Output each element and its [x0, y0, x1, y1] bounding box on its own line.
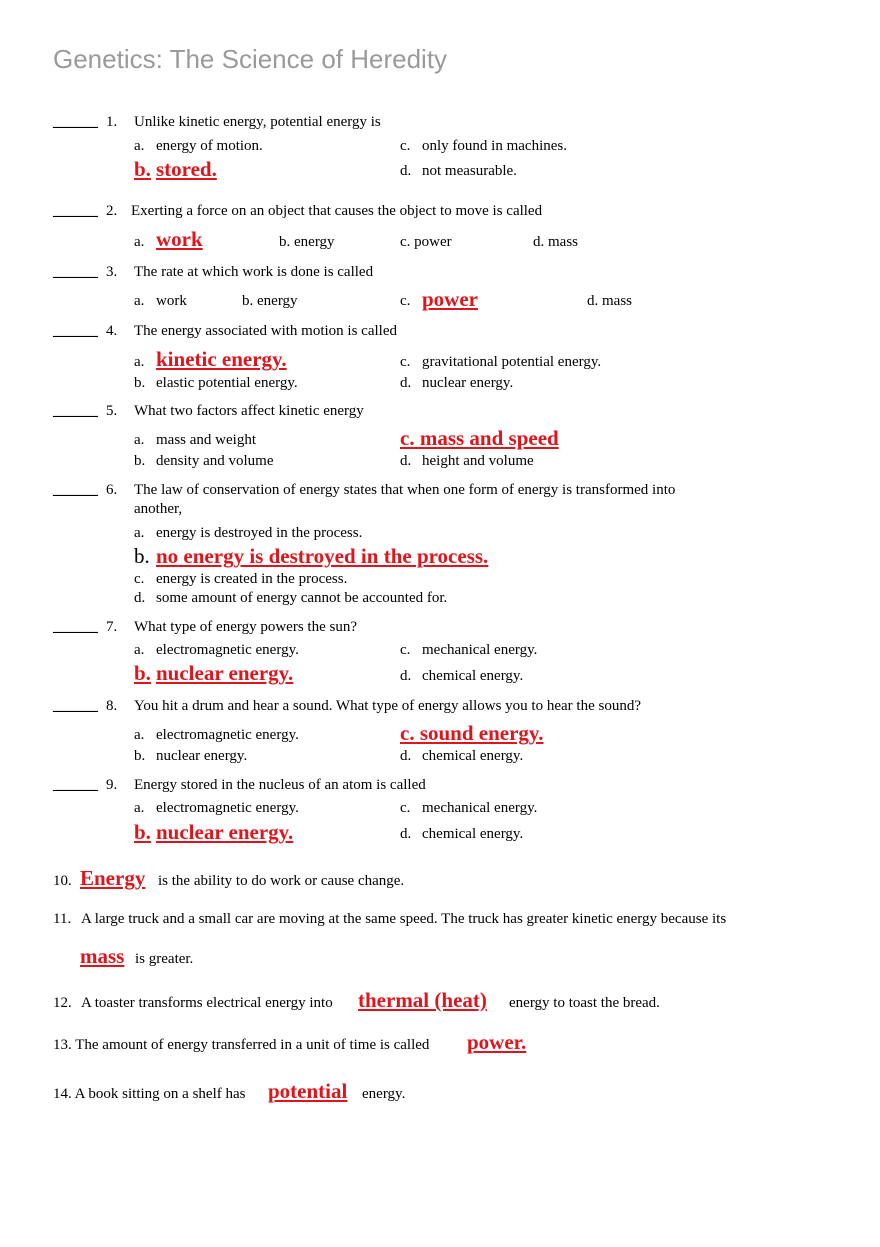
question-text: What type of energy powers the sun?: [134, 619, 357, 635]
answer-blank: ______: [53, 482, 98, 498]
option-c-label: c.: [400, 138, 411, 154]
option-a: work: [156, 293, 187, 309]
option-c: gravitational potential energy.: [422, 354, 602, 370]
option-d-label: d.: [400, 826, 412, 842]
handwritten-answer: stored.: [156, 157, 217, 181]
answer-blank: ______: [53, 777, 98, 793]
question-text: The law of conservation of energy states that when one form of energy is transformed into: [134, 482, 676, 498]
option-c: c. power: [400, 234, 452, 250]
option-a-label: a.: [134, 138, 145, 154]
option-b: b. energy: [242, 293, 298, 309]
answer-blank: ______: [53, 114, 98, 130]
answer-blank: ______: [53, 203, 98, 219]
handwritten-answer: Energy: [80, 866, 146, 890]
handwritten-answer-label: b.: [134, 820, 151, 844]
option-c-label: c.: [400, 800, 411, 816]
question-text: A toaster transforms electrical energy into: [81, 995, 333, 1011]
question-text-continued: energy to toast the bread.: [509, 995, 660, 1011]
question-text-continued: is greater.: [135, 951, 194, 967]
question-number: 6.: [106, 482, 118, 498]
option-c-label: c.: [400, 642, 411, 658]
option-a-label: a.: [134, 354, 145, 370]
question-text: Unlike kinetic energy, potential energy is: [134, 114, 381, 130]
option-a: electromagnetic energy.: [156, 642, 299, 658]
question-text: 13. The amount of energy transferred in a unit of time is called: [53, 1037, 430, 1053]
option-d: d. mass: [533, 234, 578, 250]
handwritten-answer: power.: [467, 1030, 527, 1054]
question-number: 11.: [53, 911, 72, 927]
question-text: is the ability to do work or cause change.: [158, 873, 405, 889]
option-d: chemical energy.: [422, 668, 524, 684]
question-number: 9.: [106, 777, 118, 793]
handwritten-answer: c. sound energy.: [400, 721, 544, 745]
handwritten-answer: power: [422, 287, 478, 311]
option-a-label: a.: [134, 642, 145, 658]
question-text: 14. A book sitting on a shelf has: [53, 1086, 246, 1102]
option-d-label: d.: [400, 163, 412, 179]
option-d: nuclear energy.: [422, 375, 514, 391]
question-text: A large truck and a small car are moving at the same speed. The truck has greater kinetic energy because its: [81, 911, 727, 927]
question-text-continued: another,: [134, 501, 183, 517]
option-a-label: a.: [134, 293, 145, 309]
option-d-label: d.: [400, 453, 412, 469]
option-c: energy is created in the process.: [156, 571, 348, 587]
question-number: 8.: [106, 698, 118, 714]
option-a-label: a.: [134, 525, 145, 541]
option-b: elastic potential energy.: [156, 375, 298, 391]
question-text: What two factors affect kinetic energy: [134, 403, 364, 419]
question-number: 4.: [106, 323, 118, 339]
option-b: b. energy: [279, 234, 335, 250]
question-number: 10.: [53, 873, 72, 889]
question-text: The rate at which work is done is called: [134, 264, 374, 280]
question-number: 12.: [53, 995, 72, 1011]
answer-blank: ______: [53, 619, 98, 635]
answer-blank: ______: [53, 264, 98, 280]
handwritten-answer-label: b.: [134, 661, 151, 685]
option-a: energy is destroyed in the process.: [156, 525, 363, 541]
answer-blank: ______: [53, 323, 98, 339]
option-d: not measurable.: [422, 163, 517, 179]
option-a-label: a.: [134, 234, 145, 250]
option-b: nuclear energy.: [156, 748, 248, 764]
handwritten-answer: c. mass and speed: [400, 426, 559, 450]
option-d: chemical energy.: [422, 748, 524, 764]
option-a: mass and weight: [156, 432, 256, 448]
option-c: only found in machines.: [422, 138, 567, 154]
option-d: d. mass: [587, 293, 632, 309]
option-c-label: c.: [400, 293, 411, 309]
handwritten-answer: work: [156, 227, 203, 251]
option-a: electromagnetic energy.: [156, 800, 299, 816]
question-number: 5.: [106, 403, 118, 419]
handwritten-answer: nuclear energy.: [156, 661, 294, 685]
option-a-label: a.: [134, 727, 145, 743]
option-c: mechanical energy.: [422, 800, 538, 816]
option-c-label: c.: [134, 571, 145, 587]
question-text: Exerting a force on an object that causes the object to move is called: [131, 203, 543, 219]
option-b-label: b.: [134, 375, 146, 391]
option-d-label: d.: [400, 375, 412, 391]
option-d-label: d.: [400, 748, 412, 764]
option-a-label: a.: [134, 432, 145, 448]
answer-blank: ______: [53, 403, 98, 419]
option-b-label: b.: [134, 453, 146, 469]
question-number: 1.: [106, 114, 118, 130]
question-number: 7.: [106, 619, 118, 635]
question-number: 2.: [106, 203, 118, 219]
answer-blank: ______: [53, 698, 98, 714]
question-text: You hit a drum and hear a sound. What type of energy allows you to hear the sound?: [134, 698, 641, 714]
option-c-label: c.: [400, 354, 411, 370]
option-d: height and volume: [422, 453, 534, 469]
handwritten-answer: mass: [80, 944, 125, 968]
question-text-continued: energy.: [362, 1086, 406, 1102]
option-b: density and volume: [156, 453, 274, 469]
option-a-label: a.: [134, 800, 145, 816]
handwritten-answer: potential: [268, 1079, 348, 1103]
handwritten-answer: kinetic energy.: [156, 347, 287, 371]
option-d-label: d.: [134, 590, 146, 606]
option-c: mechanical energy.: [422, 642, 538, 658]
question-text: Energy stored in the nucleus of an atom is called: [134, 777, 426, 793]
handwritten-answer: no energy is destroyed in the process.: [156, 544, 489, 568]
handwritten-answer-label: b.: [134, 157, 151, 181]
handwritten-answer: nuclear energy.: [156, 820, 294, 844]
page-title: Genetics: The Science of Heredity: [53, 44, 448, 74]
option-d: chemical energy.: [422, 826, 524, 842]
question-text: The energy associated with motion is called: [134, 323, 397, 339]
option-a: electromagnetic energy.: [156, 727, 299, 743]
option-b-label: b.: [134, 748, 146, 764]
question-number: 3.: [106, 264, 118, 280]
option-d-label: d.: [400, 668, 412, 684]
option-a: energy of motion.: [156, 138, 263, 154]
handwritten-answer: thermal (heat): [358, 988, 487, 1012]
option-d: some amount of energy cannot be accounted for.: [156, 590, 448, 606]
option-b-label: b.: [134, 544, 150, 568]
